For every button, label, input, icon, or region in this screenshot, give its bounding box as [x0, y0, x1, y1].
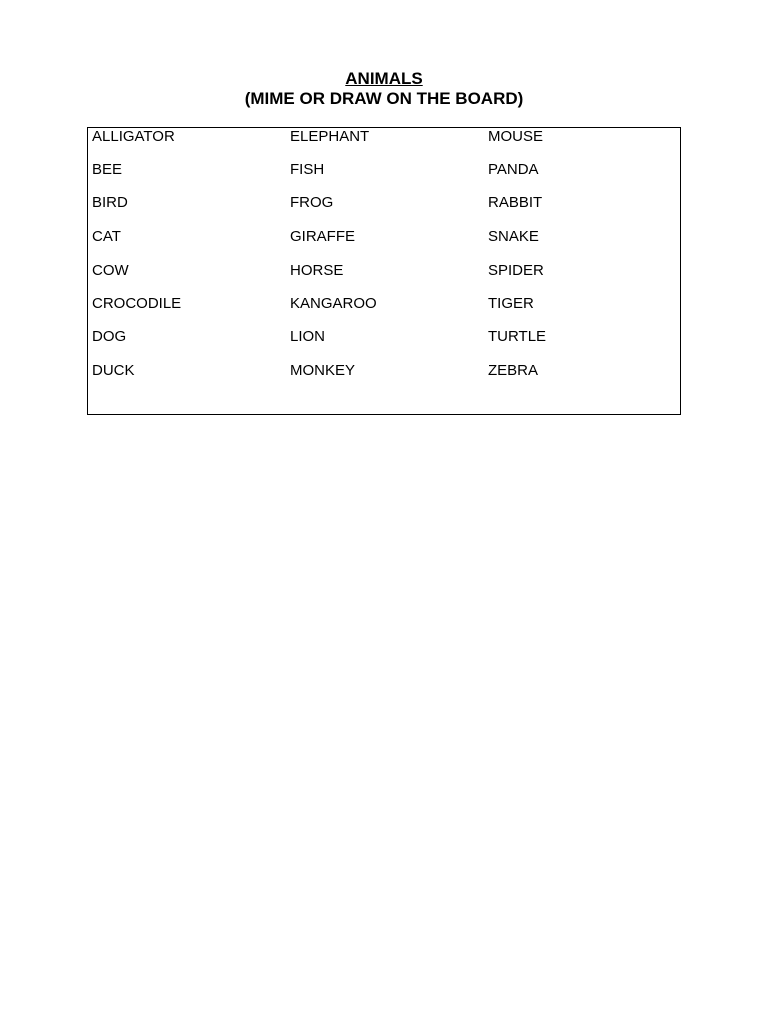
word-cell: SNAKE — [488, 228, 539, 245]
animal-word-table — [87, 127, 681, 415]
word-cell: GIRAFFE — [290, 228, 356, 245]
word-cell: DUCK — [92, 362, 135, 379]
word-cell: ZEBRA — [488, 362, 539, 379]
word-cell: LION — [290, 328, 326, 345]
word-cell: TIGER — [488, 295, 534, 312]
word-cell: MONKEY — [290, 362, 356, 379]
word-cell: CAT — [92, 228, 121, 245]
word-cell: BIRD — [92, 194, 128, 211]
page-subtitle: (MIME OR DRAW ON THE BOARD) — [244, 89, 524, 108]
word-cell: RABBIT — [488, 194, 543, 211]
word-cell: BEE — [92, 161, 123, 178]
word-cell: FROG — [290, 194, 334, 211]
page-title: ANIMALS — [345, 69, 423, 88]
word-cell: CROCODILE — [92, 295, 182, 312]
word-cell: DOG — [92, 328, 127, 345]
word-cell: SPIDER — [488, 262, 544, 279]
word-cell: MOUSE — [488, 128, 544, 145]
word-cell: ELEPHANT — [290, 128, 370, 145]
word-cell: ALLIGATOR — [92, 128, 175, 145]
word-cell: FISH — [290, 161, 325, 178]
page-header — [0, 69, 768, 109]
word-cell: COW — [92, 262, 129, 279]
word-cell: KANGAROO — [290, 295, 377, 312]
word-cell: PANDA — [488, 161, 539, 178]
word-cell: HORSE — [290, 262, 344, 279]
word-cell: TURTLE — [488, 328, 547, 345]
